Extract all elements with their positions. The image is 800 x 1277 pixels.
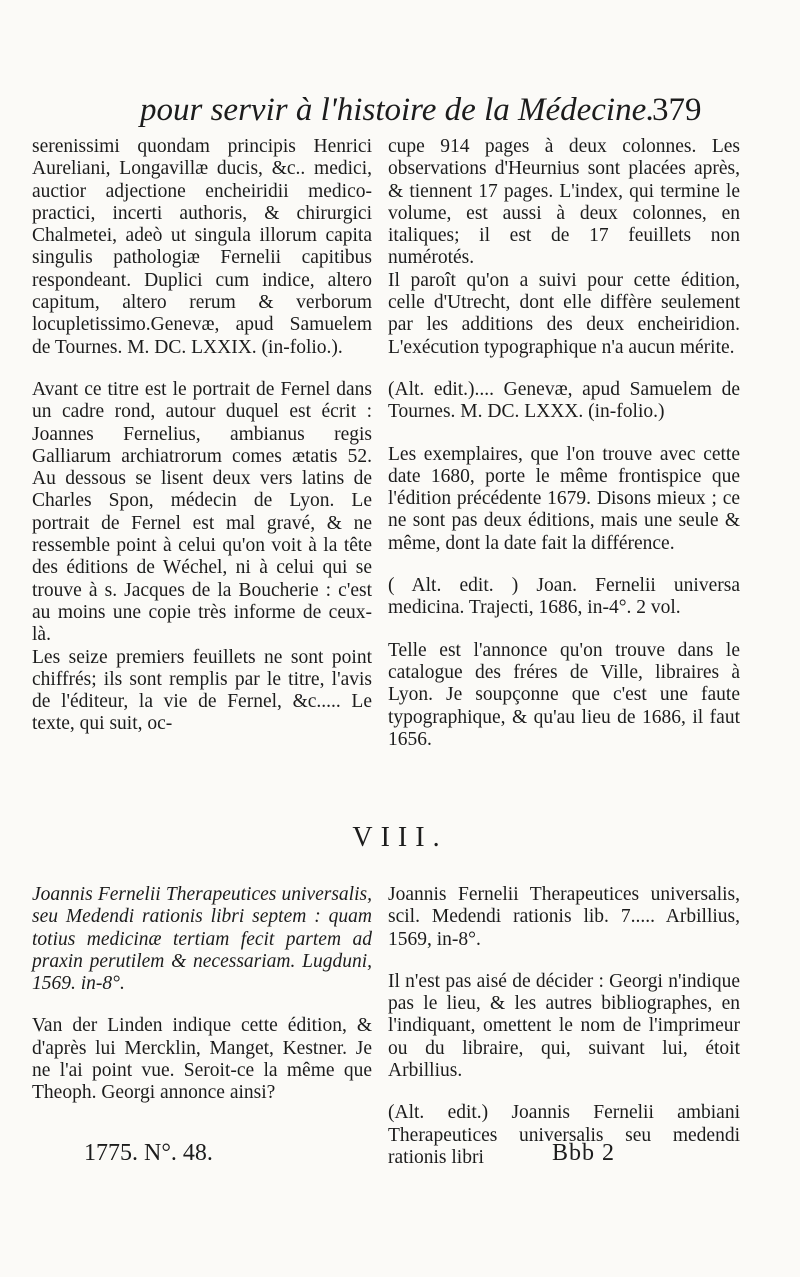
paragraph: ( Alt. edit. ) Joan. Fernelii universa medicina. Trajecti, 1686, in-4°. 2 vol.	[388, 575, 740, 619]
paragraph: (Alt. edit.) Joannis Fernelii ambiani Therapeutices universalis seu medendi rationis libri	[388, 1102, 740, 1168]
paragraph: Telle est l'annonce qu'on trouve dans le catalogue des fréres de Ville, libraires à Lyon. Je soupçonne que c'est une faute typographique, & qu'au lieu de 1686, il faut 1656.	[388, 639, 740, 750]
signature-mark: 1775. N°. 48.	[84, 1140, 213, 1166]
paragraph: Joannis Fernelii Therapeutices universalis, scil. Medendi rationis lib. 7..... Arbillius, 1569, in-8°.	[388, 884, 740, 950]
paragraph: Joannis Fernelii Therapeutices universalis, seu Medendi rationis libri septem : quam totius medicinæ tertiam fecit partem ad praxin perutilem & necessariam. Lugduni, 1569. in-8°.	[32, 884, 372, 995]
paragraph: Les seize premiers feuillets ne sont point chiffrés; ils sont remplis par le titre, l'avis de l'éditeur, la vie de Fernel, &c..... Le texte, qui suit, oc-	[32, 646, 372, 735]
section-heading: VIII.	[352, 822, 448, 853]
paragraph: Van der Linden indique cette édition, & d'après lui Mercklin, Manget, Kestner. Je ne l'ai point vue. Seroit-ce la même que Theoph. Georgi annonce ainsi?	[32, 1015, 372, 1104]
paragraph: serenissimi quondam principis Henrici Aureliani, Longavillæ ducis, &c.. medici, auctior adjectione encheiridii medico-practici, incerti authoris, & chirurgici Chalmetei, adeò ut singula illorum capita singulis pathologiæ Fernelii capitibus respondeant. Duplici cum indice, altero capitum, altero rerum & verborum locupletissimo.Genevæ, apud Samuelem de Tournes. M. DC. LXXIX. (in-folio.).	[32, 136, 372, 358]
lower-right-column	[388, 884, 740, 1169]
running-title: pour servir à l'histoire de la Médecine.	[140, 92, 655, 128]
paragraph: cupe 914 pages à deux colonnes. Les observations d'Heurnius sont placées après, & tiennent 17 pages. L'index, qui termine le volume, est aussi à deux colonnes, en italiques; il est de 17 feuillets non numérotés.	[388, 136, 740, 269]
paragraph: Il paroît qu'on a suivi pour cette édition, celle d'Utrecht, dont elle diffère seulement par les additions des deux encheiridion. L'exécution typographique n'a aucun mérite.	[388, 269, 740, 358]
page-header	[0, 92, 800, 136]
paragraph: Il n'est pas aisé de décider : Georgi n'indique pas le lieu, & les autres bibliographes, en l'indiquant, omettent le nom de l'imprimeur ou du libraire, qui, suivant lui, étoit Arbillius.	[388, 970, 740, 1082]
paragraph: Les exemplaires, que l'on trouve avec cette date 1680, porte le même frontispice que l'édition précédente 1679. Disons mieux ; ce ne sont pas deux éditions, mais une seule & même, dont la date fait la différence.	[388, 443, 740, 554]
paragraph: Avant ce titre est le portrait de Fernel dans un cadre rond, autour duquel est écrit : Joannes Fernelius, ambianus regis Galliarum archiatrorum comes ætatis 52. Au dessous se lisent deux vers latins de Charles Spon, médecin de Lyon. Le portrait de Fernel est mal gravé, & ne ressemble point à celui qu'on voit à la tête des éditions de Wéchel, ni à celui qui se trouve à s. Jacques de la Boucherie : c'est au moins une copie très informe de ceux-là.	[32, 378, 372, 646]
page-number: 379	[652, 92, 702, 128]
lower-left-column	[32, 884, 372, 1105]
upper-left-column	[32, 136, 372, 736]
upper-right-column	[388, 136, 740, 751]
catchword: Bbb 2	[552, 1140, 616, 1166]
paragraph: (Alt. edit.).... Genevæ, apud Samuelem de Tournes. M. DC. LXXX. (in-folio.)	[388, 378, 740, 423]
